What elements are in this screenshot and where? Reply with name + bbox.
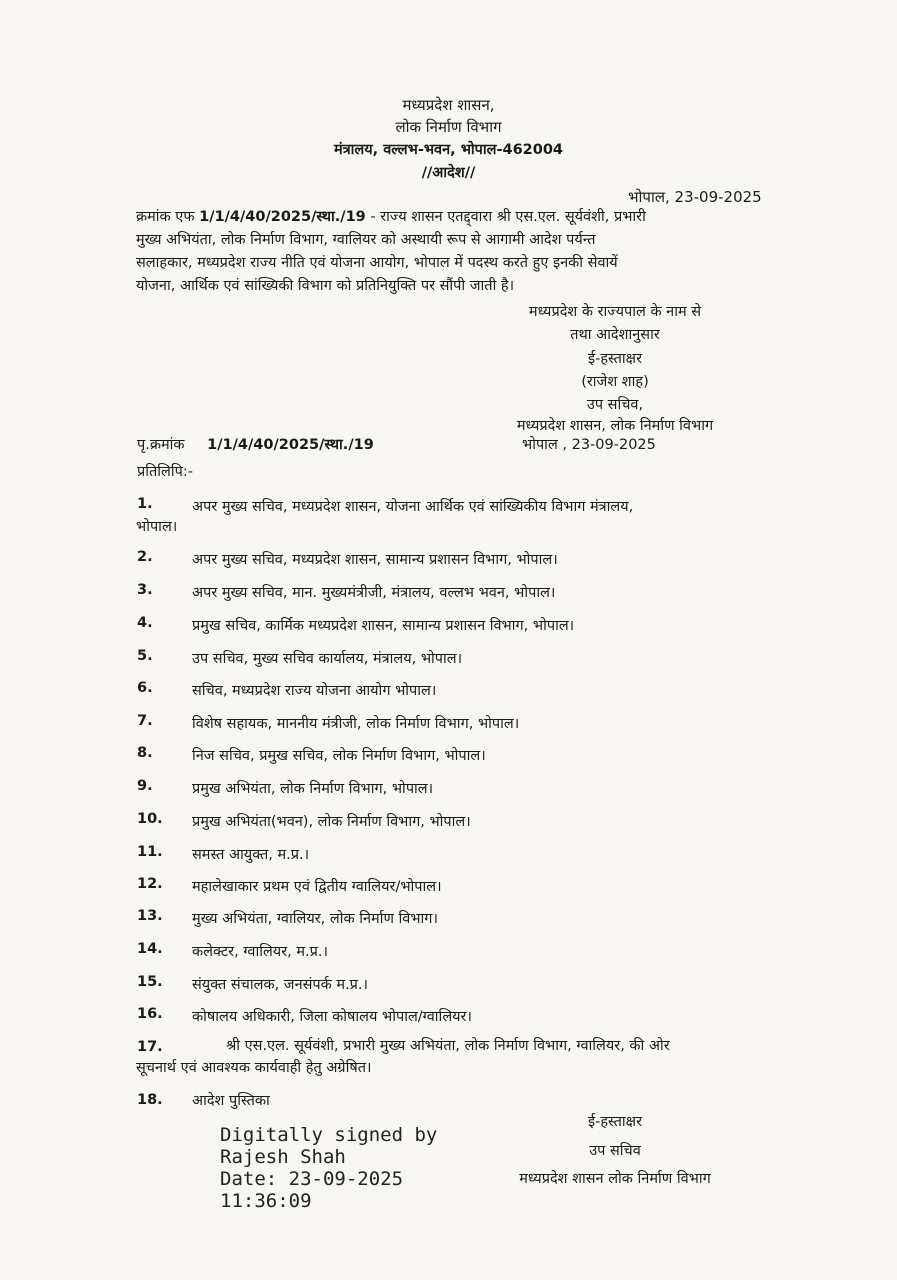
- order-line-2: मुख्य अभियंता, लोक निर्माण विभाग, ग्वालियर को अस्थायी रूप से आगामी आदेश पर्यन्त: [136, 232, 596, 248]
- list-item-text: कलेक्टर, ग्वालियर, म.प्र.।: [192, 944, 328, 960]
- endorsement-line: [137, 435, 374, 456]
- copy-label: प्रतिलिपि:-: [137, 464, 193, 480]
- header-line-1: मध्यप्रदेश शासन,: [402, 96, 495, 114]
- header-title: //आदेश//: [421, 165, 476, 181]
- list-item-number: 7.: [137, 713, 153, 729]
- list-item-text: प्रमुख अभियंता(भवन), लोक निर्माण विभाग, भोपाल।: [192, 814, 471, 830]
- list-item-number: 18.: [137, 1092, 163, 1108]
- list-item-text: मुख्य अभियंता, ग्वालियर, लोक निर्माण विभाग।: [192, 911, 438, 927]
- list-item-text: प्रमुख अभियंता, लोक निर्माण विभाग, भोपाल।: [192, 781, 434, 797]
- order-line-1: [136, 207, 646, 228]
- list-item-text: निज सचिव, प्रमुख सचिव, लोक निर्माण विभाग, भोपाल।: [192, 748, 486, 764]
- list-item-number: 15.: [137, 974, 163, 990]
- list-item-number: 6.: [137, 680, 153, 696]
- list-item-number: 14.: [137, 941, 163, 957]
- list-item-number: 16.: [137, 1006, 163, 1022]
- sig2-line-1: ई-हस्ताक्षर: [587, 1114, 643, 1130]
- sig2-line-2: उप सचिव: [589, 1143, 641, 1159]
- stamp-line-2: Rajesh Shah: [220, 1146, 346, 1168]
- list-item-text: विशेष सहायक, माननीय मंत्रीजी, लोक निर्माण विभाग, भोपाल।: [192, 716, 520, 732]
- list-item-number: 11.: [137, 844, 163, 860]
- order-line-4: योजना, आर्थिक एवं सांख्यिकी विभाग को प्रतिनियुक्ति पर सौंपी जाती है।: [136, 278, 515, 294]
- list-item-text: उप सचिव, मुख्य सचिव कार्यालय, मंत्रालय, भोपाल।: [192, 651, 463, 667]
- list-item-number: 5.: [137, 648, 153, 664]
- sig1-line-5: उप सचिव,: [586, 397, 644, 413]
- list-item-text: अपर मुख्य सचिव, मान. मुख्यमंत्रीजी, मंत्रालय, वल्लभ भवन, भोपाल।: [192, 585, 556, 601]
- list-item-number: 8.: [137, 745, 153, 761]
- order-date: भोपाल, 23-09-2025: [628, 188, 762, 206]
- sig1-line-6: मध्यप्रदेश शासन, लोक निर्माण विभाग: [516, 418, 714, 434]
- sig1-line-4: (राजेश शाह): [581, 374, 649, 390]
- sig1-line-3: ई-हस्ताक्षर: [587, 351, 643, 367]
- list-item-text: संयुक्त संचालक, जनसंपर्क म.प्र.।: [192, 977, 369, 993]
- list-item-number: 3.: [137, 582, 153, 598]
- list-item-number: 10.: [137, 811, 163, 827]
- order-line-3: सलाहकार, मध्यप्रदेश राज्य नीति एवं योजना आयोग, भोपाल में पदस्थ करते हुए इनकी सेवायें: [136, 255, 618, 271]
- order-line-1-rest: - राज्य शासन एतद्द्वारा श्री एस.एल. सूर्यवंशी, प्रभारी: [370, 209, 646, 225]
- list-item-number: 17.: [137, 1039, 163, 1055]
- sig1-line-1: मध्यप्रदेश के राज्यपाल के नाम से: [528, 304, 702, 320]
- list-item-number: 4.: [137, 615, 153, 631]
- sig2-line-3: मध्यप्रदेश शासन लोक निर्माण विभाग: [519, 1171, 711, 1187]
- stamp-line-1: Digitally signed by: [220, 1124, 438, 1146]
- list-item-continuation: भोपाल।: [136, 519, 178, 535]
- endorsement-date: भोपाल , 23-09-2025: [522, 437, 656, 453]
- sig1-line-2: तथा आदेशानुसार: [570, 327, 660, 343]
- list-item-text: समस्त आयुक्त, म.प्र.।: [192, 847, 310, 863]
- list-item-text: महालेखाकार प्रथम एवं द्वितीय ग्वालियर/भोपाल।: [192, 879, 442, 895]
- list-item-continuation: सूचनार्थ एवं आवश्यक कार्यवाही हेतु अग्रेषित।: [136, 1060, 372, 1076]
- list-item-text: अपर मुख्य सचिव, मध्यप्रदेश शासन, योजना आर्थिक एवं सांख्यिकीय विभाग मंत्रालय,: [192, 499, 634, 515]
- list-item-text: कोषालय अधिकारी, जिला कोषालय भोपाल/ग्वालियर।: [192, 1009, 472, 1025]
- list-item-text: अपर मुख्य सचिव, मध्यप्रदेश शासन, सामान्य प्रशासन विभाग, भोपाल।: [192, 552, 558, 568]
- list-item-number: 9.: [137, 778, 153, 794]
- endorsement-label: पृ.क्रमांक: [137, 437, 185, 453]
- list-item-text: श्री एस.एल. सूर्यवंशी, प्रभारी मुख्य अभियंता, लोक निर्माण विभाग, ग्वालियर, की ओर: [226, 1038, 670, 1054]
- stamp-line-3: Date: 23-09-2025: [220, 1168, 404, 1190]
- list-item-number: 1.: [137, 496, 153, 512]
- list-item-number: 2.: [137, 549, 153, 565]
- endorsement-number: 1/1/4/40/2025/स्था./19: [207, 437, 374, 453]
- header-line-2: लोक निर्माण विभाग: [395, 118, 502, 136]
- stamp-line-4: 11:36:09: [220, 1190, 312, 1212]
- list-item-number: 13.: [137, 908, 163, 924]
- list-item-text: प्रमुख सचिव, कार्मिक मध्यप्रदेश शासन, सामान्य प्रशासन विभाग, भोपाल।: [192, 618, 575, 634]
- list-item-number: 12.: [137, 876, 163, 892]
- list-item-text: आदेश पुस्तिका: [192, 1093, 270, 1109]
- kramank-label: क्रमांक एफ: [136, 209, 195, 225]
- digital-signature-stamp: [220, 1124, 437, 1212]
- list-item-text: सचिव, मध्यप्रदेश राज्य योजना आयोग भोपाल।: [192, 683, 437, 699]
- kramank-number: 1/1/4/40/2025/स्था./19: [199, 209, 366, 225]
- header-line-3: मंत्रालय, वल्लभ-भवन, भोपाल-462004: [333, 142, 564, 158]
